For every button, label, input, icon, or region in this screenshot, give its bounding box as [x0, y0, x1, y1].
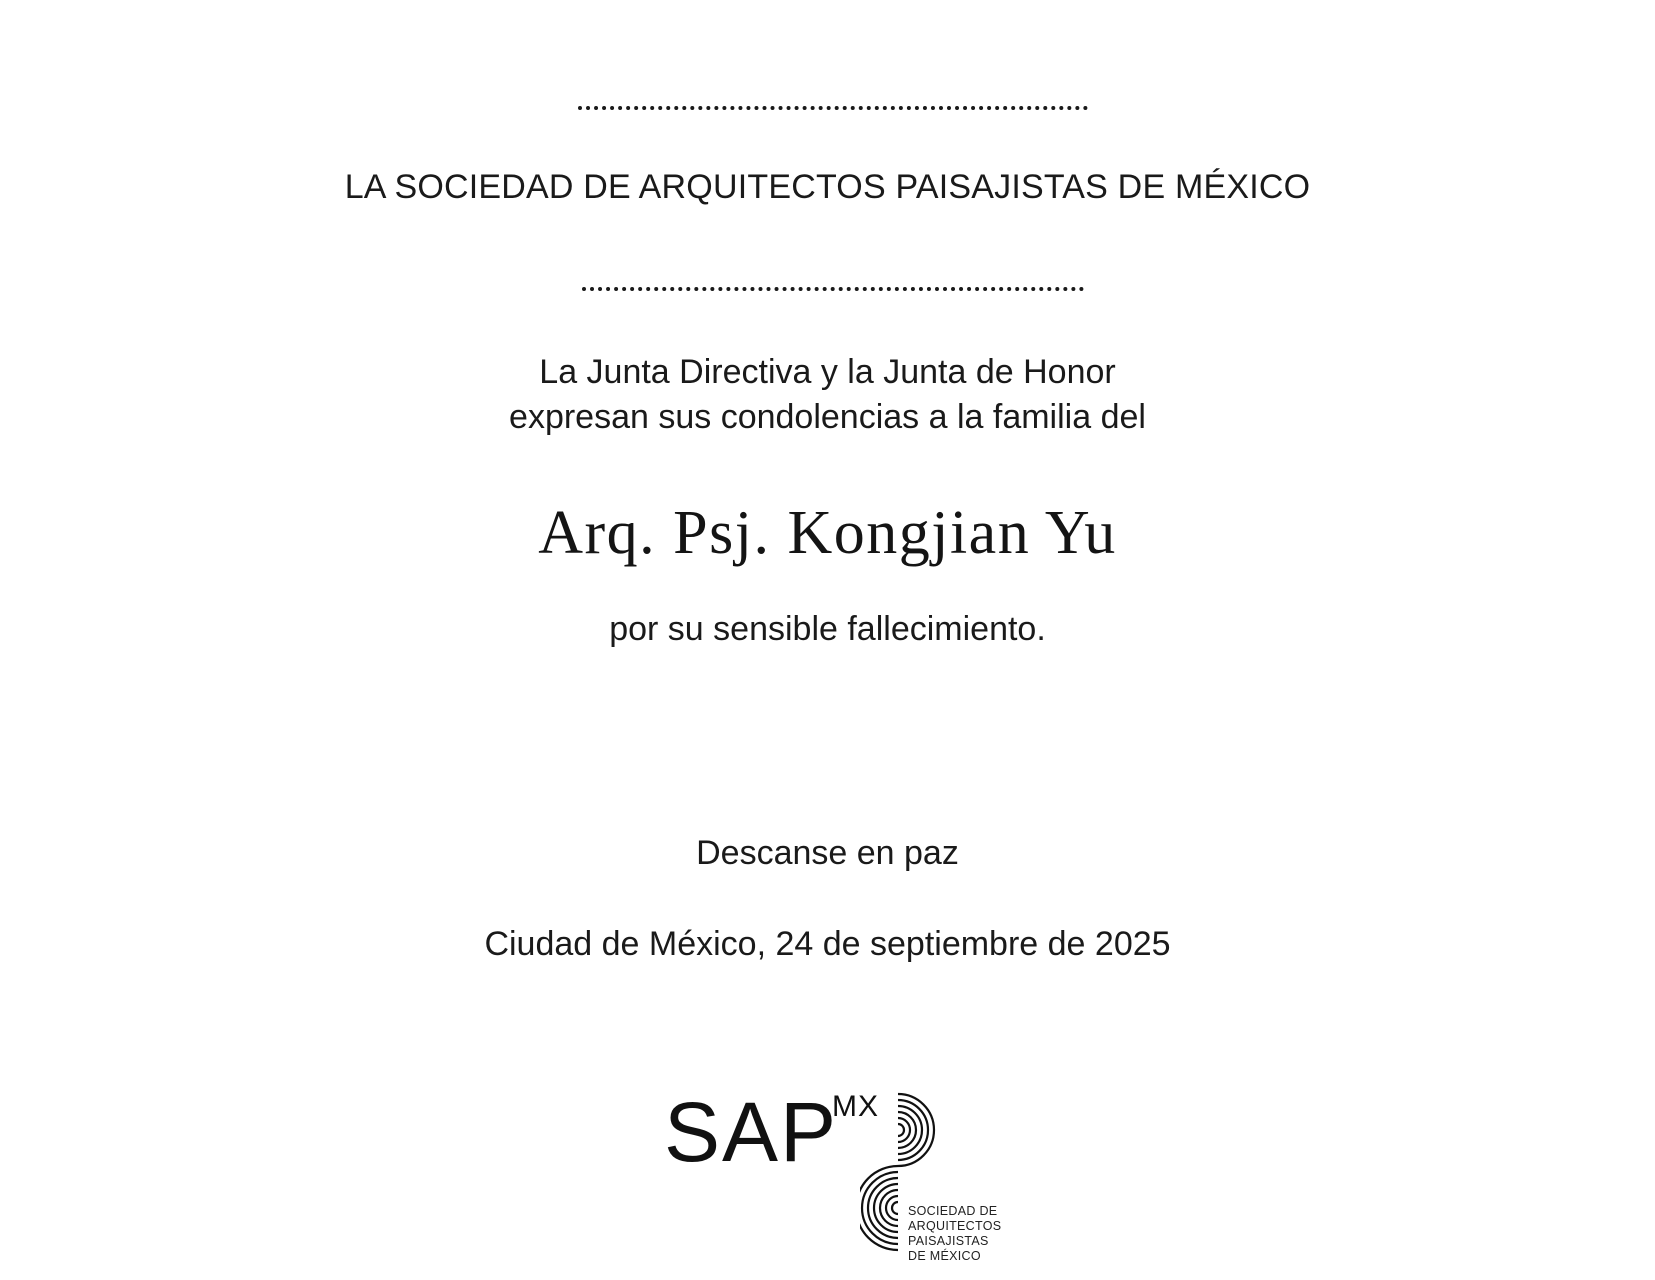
logo-subtext-line: DE MÉXICO	[908, 1249, 981, 1263]
dotted-divider-bottom	[582, 287, 1084, 291]
sap-mx-logo	[664, 1085, 1004, 1263]
rest-in-peace-line: Descanse en paz	[696, 834, 959, 872]
honoree-name: Arq. Psj. Kongjian Yu	[538, 499, 1117, 567]
logo-superscript: MX	[832, 1090, 879, 1123]
closing-line: por su sensible fallecimiento.	[609, 610, 1046, 648]
intro-line-1: La Junta Directiva y la Junta de Honor	[539, 353, 1116, 391]
logo-subtext-line: ARQUITECTOS	[908, 1219, 1002, 1233]
logo-wordmark: SAP	[664, 1085, 839, 1179]
dotted-divider-top	[578, 106, 1088, 110]
place-date-line: Ciudad de México, 24 de septiembre de 2025	[484, 925, 1171, 963]
organization-heading: LA SOCIEDAD DE ARQUITECTOS PAISAJISTAS DE MÉXICO	[344, 168, 1311, 206]
logo-subtext	[908, 1204, 1001, 1264]
intro-line-2: expresan sus condolencias a la familia del	[509, 398, 1146, 436]
logo-subtext-line: SOCIEDAD DE	[908, 1204, 998, 1218]
logo-subtext-line: PAISAJISTAS	[908, 1234, 989, 1248]
